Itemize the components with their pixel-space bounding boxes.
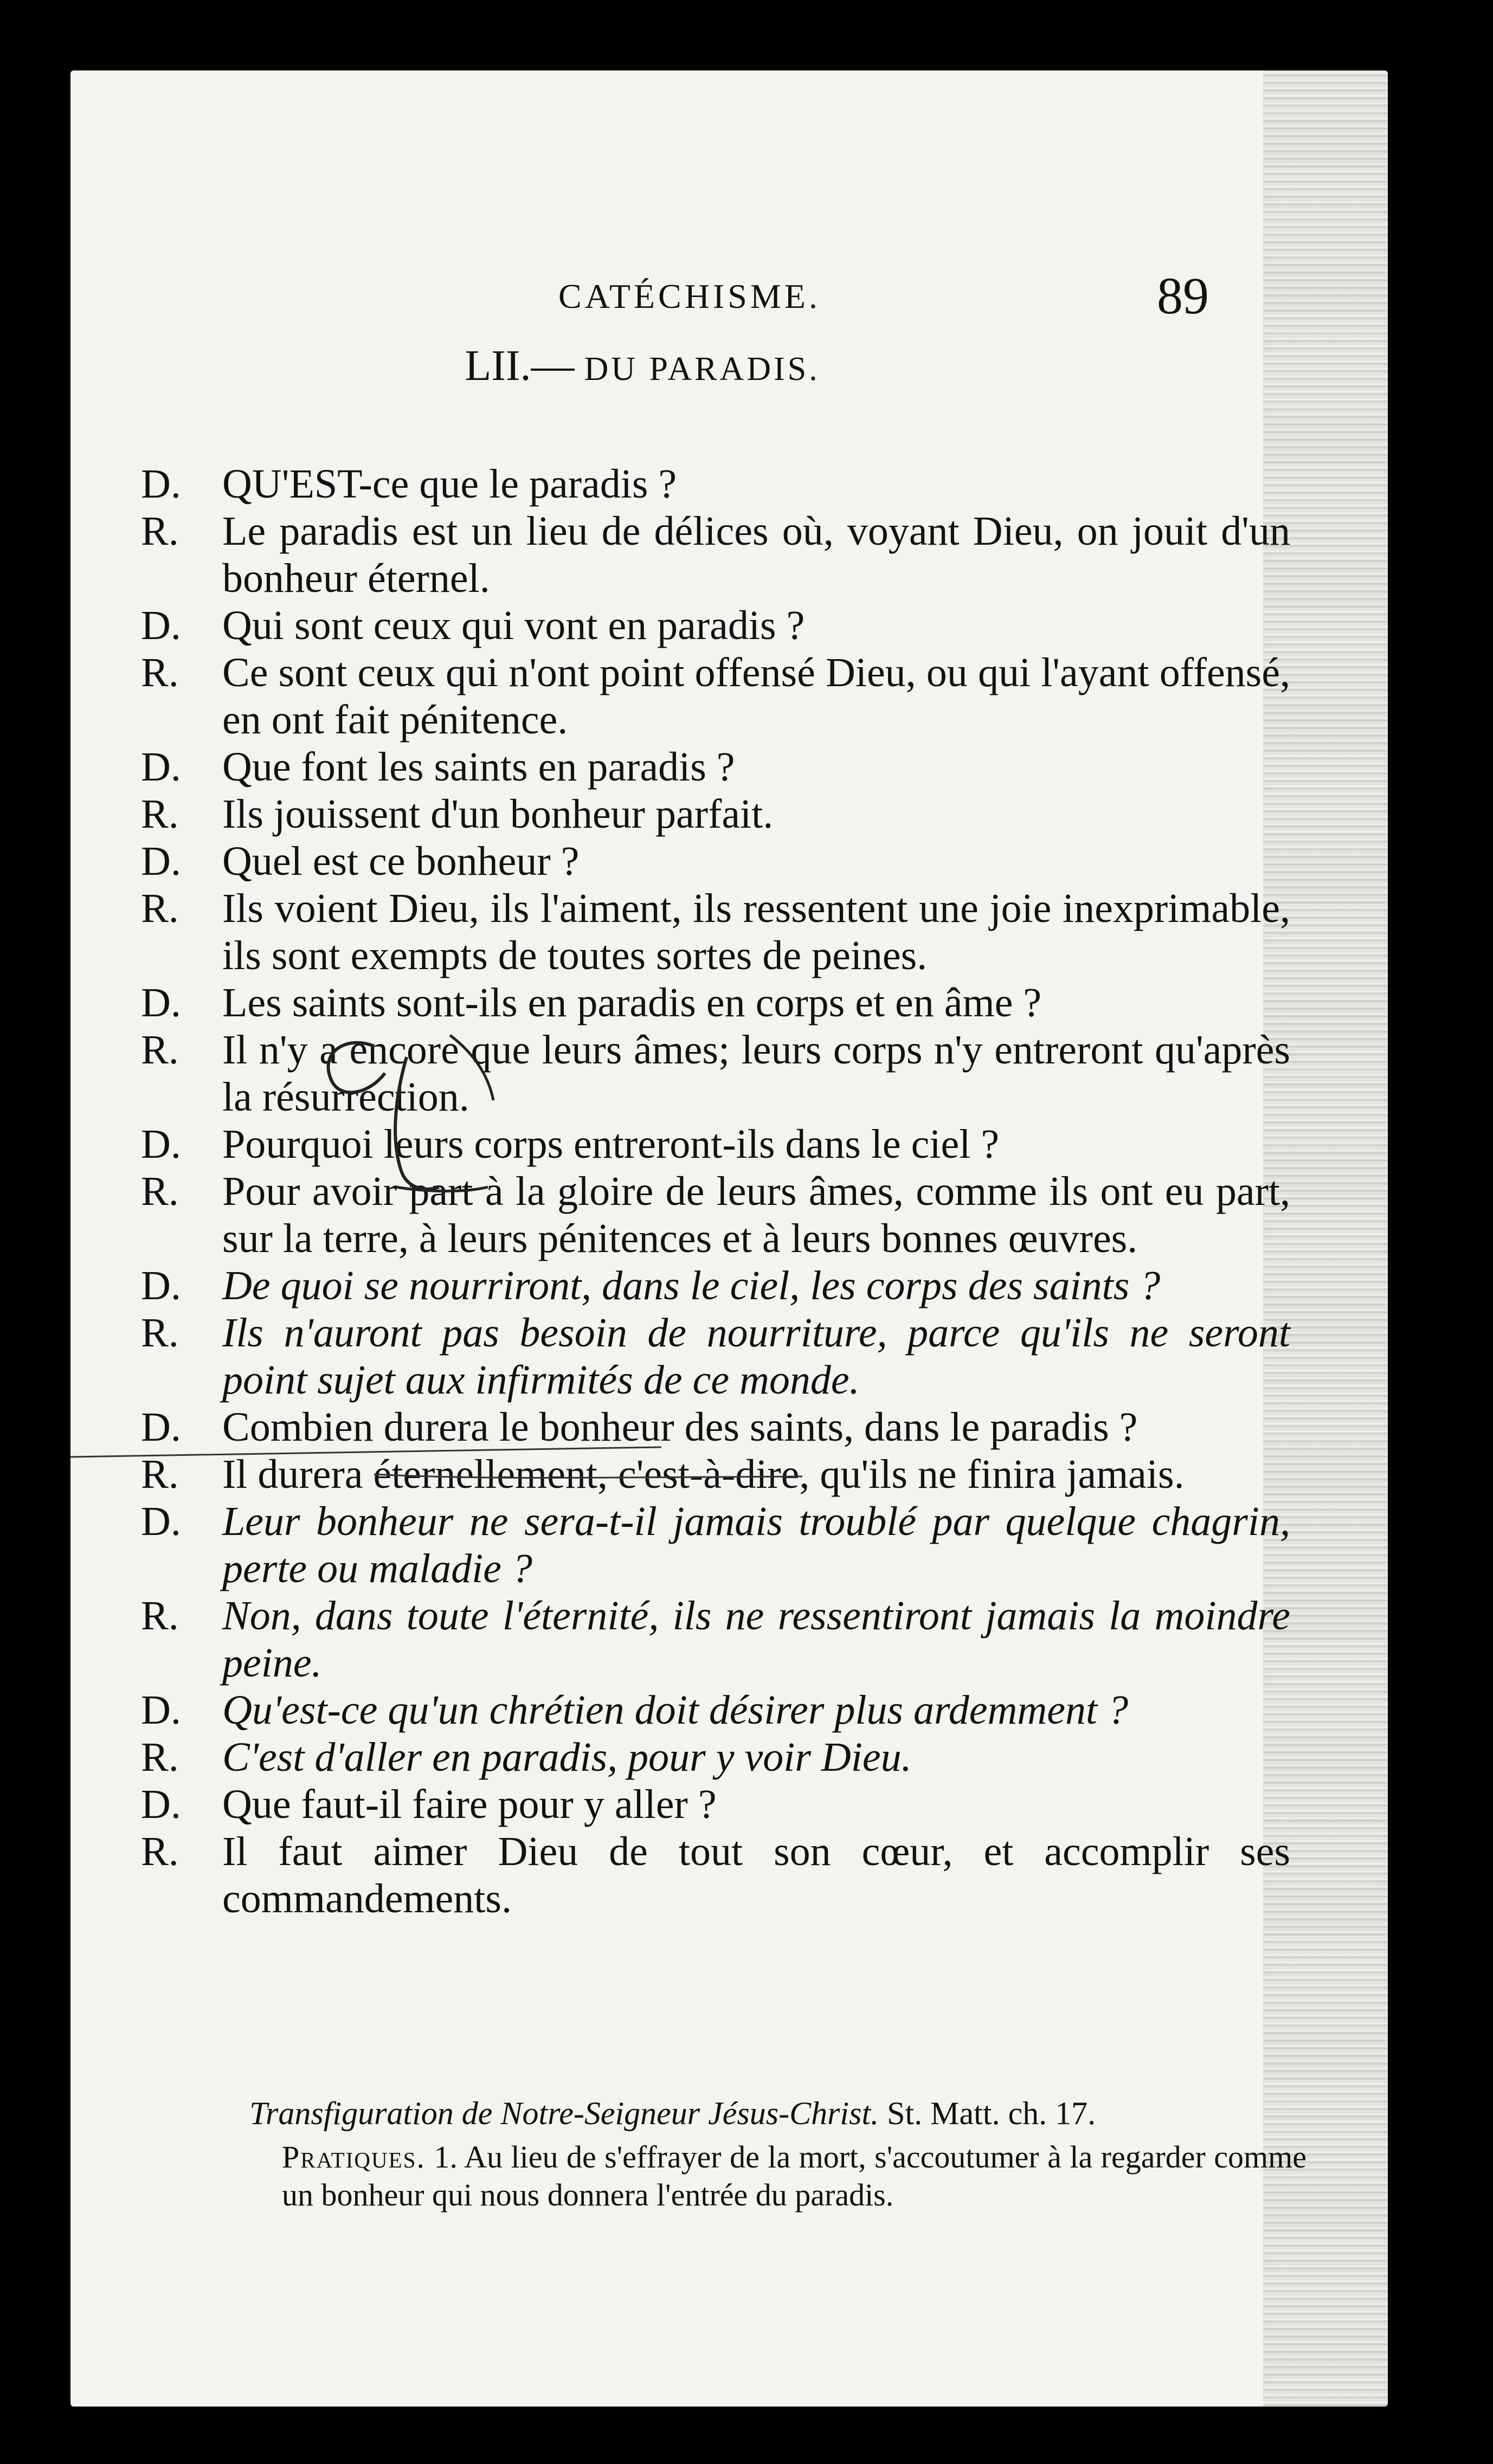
entry-mark: D. bbox=[141, 980, 181, 1025]
entry-mark: D. bbox=[141, 1263, 181, 1308]
answer bbox=[141, 885, 1290, 979]
answer bbox=[141, 1168, 1290, 1262]
page-number: 89 bbox=[1157, 267, 1209, 325]
entry-text: Non, dans toute l'éternité, ils ne ressentiront jamais la moindre peine. bbox=[222, 1593, 1290, 1686]
answer bbox=[141, 791, 1290, 838]
entry-text: Qui sont ceux qui vont en paradis ? bbox=[222, 603, 805, 648]
question bbox=[141, 602, 1290, 649]
entry-text: Ils jouissent d'un bonheur parfait. bbox=[222, 791, 774, 837]
entry-mark: R. bbox=[141, 650, 179, 695]
entry-text: Les saints sont-ils en paradis en corps et en âme ? bbox=[222, 980, 1042, 1025]
question bbox=[141, 744, 1290, 791]
entry-mark: D. bbox=[141, 603, 181, 648]
question bbox=[141, 1687, 1290, 1734]
section-title bbox=[70, 341, 1214, 391]
answer bbox=[141, 1734, 1290, 1781]
entry-text: Il n'y a encore que leurs âmes; leurs corps n'y entreront qu'après la résurrection. bbox=[222, 1027, 1290, 1120]
entry-text: Il faut aimer Dieu de tout son cœur, et accomplir ses commandements. bbox=[222, 1829, 1290, 1921]
answer bbox=[141, 1592, 1290, 1687]
qa-list bbox=[141, 461, 1290, 1923]
entry-text: Que faut-il faire pour y aller ? bbox=[222, 1782, 717, 1827]
answer bbox=[141, 1451, 1290, 1498]
entry-text: Pour avoir part à la gloire de leurs âmes, comme ils ont eu part, sur la terre, à leurs pénitences et à leurs bonnes œuvres. bbox=[222, 1169, 1290, 1261]
question bbox=[141, 979, 1290, 1027]
caption-title: Transfiguration de Notre-Seigneur Jésus-Christ. bbox=[249, 2095, 879, 2131]
entry-mark: D. bbox=[141, 1121, 181, 1167]
entry-mark: R. bbox=[141, 886, 179, 931]
illustration-caption bbox=[249, 2095, 1307, 2132]
answer bbox=[141, 508, 1290, 602]
answer bbox=[141, 649, 1290, 744]
answer bbox=[141, 1828, 1290, 1923]
entry-text: Ce sont ceux qui n'ont point offensé Dieu, ou qui l'ayant offensé, en ont fait pénitence. bbox=[222, 650, 1290, 743]
practices-text: 1. Au lieu de s'effrayer de la mort, s'accoutumer à la regarder comme un bonheur qui nous donnera l'entrée du paradis. bbox=[282, 2139, 1307, 2213]
entry-mark: R. bbox=[141, 508, 179, 554]
entry-mark: D. bbox=[141, 461, 181, 507]
entry-mark: D. bbox=[141, 744, 181, 790]
practices-label: Pratiques. bbox=[282, 2139, 426, 2175]
answer bbox=[141, 1310, 1290, 1404]
entry-text: Ils voient Dieu, ils l'aiment, ils ressentent une joie inexprimable, ils sont exempts de toutes sortes de peines. bbox=[222, 886, 1290, 978]
question bbox=[141, 1121, 1290, 1168]
entry-text: Leur bonheur ne sera-t-il jamais troublé par quelque chagrin, perte ou maladie ? bbox=[222, 1499, 1290, 1591]
practices-note bbox=[282, 2138, 1307, 2214]
section-number: LII.— bbox=[465, 342, 575, 390]
entry-text: Le paradis est un lieu de délices où, voyant Dieu, on jouit d'un bonheur éternel. bbox=[222, 508, 1290, 601]
entry-mark: R. bbox=[141, 1169, 179, 1214]
question bbox=[141, 1262, 1290, 1310]
entry-mark: D. bbox=[141, 838, 181, 884]
entry-text: Que font les saints en paradis ? bbox=[222, 744, 735, 790]
book-page bbox=[70, 70, 1388, 2407]
entry-mark: R. bbox=[141, 1593, 179, 1639]
entry-text: QU'EST-ce que le paradis ? bbox=[222, 461, 677, 507]
entry-text: C'est d'aller en paradis, pour y voir Dieu. bbox=[222, 1734, 912, 1780]
caption-reference: St. Matt. ch. 17. bbox=[887, 2095, 1096, 2131]
entry-text: Combien durera le bonheur des saints, dans le paradis ? bbox=[222, 1404, 1138, 1450]
entry-text: Ils n'auront pas besoin de nourriture, parce qu'ils ne seront point sujet aux infirmités de ce monde. bbox=[222, 1310, 1290, 1403]
entry-mark: R. bbox=[141, 791, 179, 837]
answer bbox=[141, 1027, 1290, 1121]
running-header bbox=[70, 266, 1214, 331]
question bbox=[141, 838, 1290, 885]
entry-text: Il durera éternellement, c'est-à-dire, qu'ils ne finira jamais. bbox=[222, 1452, 1185, 1497]
running-title: CATÉCHISME. bbox=[558, 277, 821, 315]
section-name: DU PARADIS. bbox=[584, 351, 820, 388]
entry-mark: D. bbox=[141, 1404, 181, 1450]
entry-mark: D. bbox=[141, 1782, 181, 1827]
question bbox=[141, 461, 1290, 508]
entry-mark: R. bbox=[141, 1310, 179, 1356]
entry-mark: D. bbox=[141, 1687, 181, 1733]
entry-mark: R. bbox=[141, 1829, 179, 1874]
entry-mark: R. bbox=[141, 1027, 179, 1073]
entry-mark: R. bbox=[141, 1734, 179, 1780]
entry-text: Pourquoi leurs corps entreront-ils dans le ciel ? bbox=[222, 1121, 1000, 1167]
question bbox=[141, 1498, 1290, 1592]
question bbox=[141, 1404, 1290, 1451]
entry-text: De quoi se nourriront, dans le ciel, les corps des saints ? bbox=[222, 1263, 1161, 1308]
entry-text: Quel est ce bonheur ? bbox=[222, 838, 580, 884]
entry-mark: D. bbox=[141, 1499, 181, 1544]
entry-mark: R. bbox=[141, 1452, 179, 1497]
entry-text: Qu'est-ce qu'un chrétien doit désirer plus ardemment ? bbox=[222, 1687, 1129, 1733]
question bbox=[141, 1781, 1290, 1828]
